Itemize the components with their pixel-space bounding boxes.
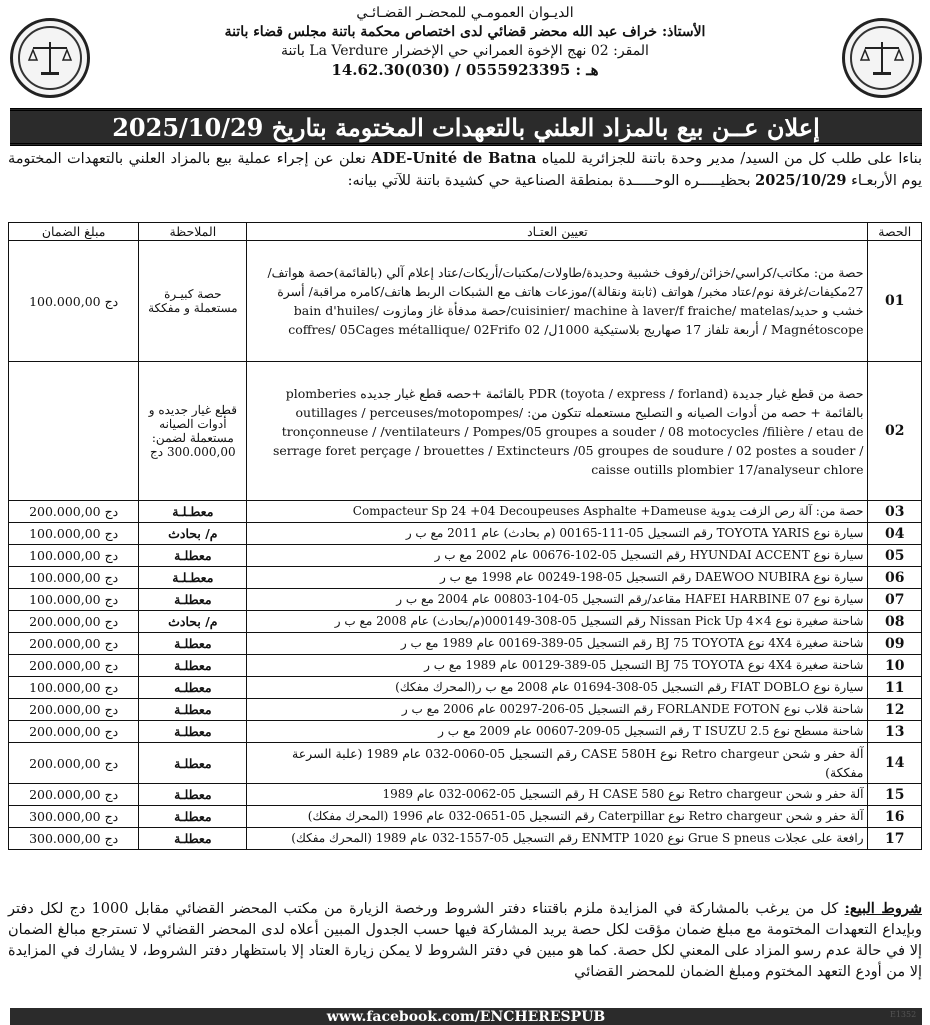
lot-guarantee-amount: 200.000,00 دج	[9, 743, 139, 784]
lot-note: حصة كبيـرة مستعملة و مفككة	[139, 241, 247, 362]
lot-guarantee-amount	[9, 362, 139, 501]
lot-guarantee-amount: 100.000,00 دج	[9, 589, 139, 611]
office-name: الديـوان العمومـي للمحضـر القضـائـي	[356, 5, 574, 21]
notice-title: إعلان عــن بيع بالمزاد العلني بالتعهدات المختومة بتاريخ 2025/10/29	[112, 112, 820, 142]
lot-note: معطـلـة	[139, 567, 247, 589]
intro-paragraph	[8, 148, 922, 192]
lot-guarantee-amount: 100.000,00 دج	[9, 545, 139, 567]
table-row	[9, 241, 922, 362]
lot-number: 04	[868, 523, 922, 545]
auction-date: 2025/10/29	[755, 172, 847, 189]
table-row	[9, 545, 922, 567]
lots-table	[8, 222, 922, 850]
lot-number: 07	[868, 589, 922, 611]
lot-note: معطلـة	[139, 784, 247, 806]
lot-description: حصة من: مكاتب/كراسي/خزائن/رفوف خشبية وحديدة/طاولات/مكتبات/أريكات/عتاد إعلام آلي (بالقائمة)حصة هواتف/ 27مكيفات/غرفة نوم/عتاد مخبر/ هواتف (ثابتة ونقالة)/موزعات هاتف مع الشبكات الربط هاتف/كامره مراقبة/ أسرة خشب و حديد/cuisinier/ machine à laver/f fraiche/ matelas/حصة مدفأة غاز ومازوت bain d'huiles/ Magnétoscope / أربعة تلفاز 17 صهاريج بلاستيكية 1000ل/ 02 coffres/ 05Cages métallique/ 02Frifo	[247, 241, 868, 362]
lot-description: شاحنة صغيرة 4X4 نوع BJ 75 TOYOTA التسجيل 05-389-00129 عام 1989 مع ب ر	[247, 655, 868, 677]
lot-number: 05	[868, 545, 922, 567]
terms-text: كل من يرغب بالمشاركة في المزايدة ملزم باقتناء دفتر الشروط ورخصة الزيارة من مكتب المحضر القضائي مقابل 1000 دج لكل دفتر وبإيداع التعهدات المختومة مع مبلغ ضمان مؤقت لكل حصة يريد المشاركة فيها حسب الجدول المبين أعلاه لدى المحضر القضائي لا تسترجع مبالغ الضمان إلا في حالة عدم رسو المزاد على المعني لكل حصة. كما هو مبين في دفتر الشروط لا يمكن زيارة العتاد إلا باستظهار دفتر الشروط، لا يشارك في المزايدة إلا من أودع التعهد المختوم ومبلغ الضمان للمحضر القضائي	[8, 901, 922, 980]
lot-description: سيارة نوع HYUNDAI ACCENT رقم التسجيل 05-102-00676 عام 2002 مع ب ر	[247, 545, 868, 567]
lot-guarantee-amount: 200.000,00 دج	[9, 611, 139, 633]
organization-name: ADE-Unité de Batna	[371, 150, 537, 167]
lot-number: 10	[868, 655, 922, 677]
header-note: الملاحظة	[139, 223, 247, 241]
table-row	[9, 611, 922, 633]
lot-note: معطلـة	[139, 743, 247, 784]
table-row	[9, 806, 922, 828]
lot-guarantee-amount: 300.000,00 دج	[9, 806, 139, 828]
lot-guarantee-amount: 200.000,00 دج	[9, 784, 139, 806]
lot-note: قطع غيار جديده و أدوات الصيانه مستعملة لضمن: 300.000,00 دج	[139, 362, 247, 501]
terms-label: شروط البيع:	[844, 900, 922, 917]
lot-number: 02	[868, 362, 922, 501]
lot-note: معطلـة	[139, 545, 247, 567]
lot-number: 11	[868, 677, 922, 699]
office-address: المقر: 02 نهج الإخوة العمراني حي الإخضرار La Verdure باتنة	[281, 43, 649, 59]
lot-description: آلة حفر و شحن Retro chargeur نوع H CASE 580 رقم التسجيل 05-0062-032 عام 1989	[247, 784, 868, 806]
lot-note: معطلـة	[139, 633, 247, 655]
table-row	[9, 784, 922, 806]
lot-description: شاحنة صغيرة نوع Nissan Pick Up 4×4 رقم التسجيل 05-308-000149(م/بحادث) عام 2008 مع ب ر	[247, 611, 868, 633]
sale-terms	[8, 898, 922, 983]
bailiff-name: الأستاذ: خراف عبد الله محضر قضائي لدى اختصاص محكمة باتنة مجلس قضاء باتنة	[224, 24, 706, 40]
court-seal-left	[10, 18, 90, 98]
office-phone: هـ : 0555923395 / (030)14.62.30	[331, 61, 599, 79]
table-row	[9, 567, 922, 589]
lot-guarantee-amount: 100.000,00 دج	[9, 677, 139, 699]
lot-description: آلة حفر و شحن Retro chargeur نوع CASE 580H رقم التسجيل 05-0060-032 عام 1989 (علبة السرعة مفككة)	[247, 743, 868, 784]
lot-number: 12	[868, 699, 922, 721]
lot-number: 06	[868, 567, 922, 589]
table-row	[9, 721, 922, 743]
lot-guarantee-amount: 200.000,00 دج	[9, 721, 139, 743]
lot-note: معطلـة	[139, 655, 247, 677]
lot-note: معطلـة	[139, 721, 247, 743]
lot-guarantee-amount: 100.000,00 دج	[9, 241, 139, 362]
lot-note: معطـلـة	[139, 501, 247, 523]
table-row	[9, 655, 922, 677]
lot-number: 17	[868, 828, 922, 850]
table-row	[9, 699, 922, 721]
lot-description: رافعة على عجلات Grue S pneus نوع ENMTP 1020 رقم التسجيل 05-1557-032 عام 1989 (المحرك مفكك)	[247, 828, 868, 850]
lot-description: سيارة نوع FIAT DOBLO رقم التسجيل 05-308-01694 عام 2008 مع ب ر(المحرك مفكك)	[247, 677, 868, 699]
header	[0, 0, 930, 108]
table-header-row	[9, 223, 922, 241]
table-row	[9, 589, 922, 611]
lot-guarantee-amount: 100.000,00 دج	[9, 523, 139, 545]
lot-note: معطلـة	[139, 806, 247, 828]
lot-number: 13	[868, 721, 922, 743]
lot-number: 14	[868, 743, 922, 784]
lot-number: 03	[868, 501, 922, 523]
intro-text-b: نعلن عن إجراء عملية بيع بالمزاد العلني بالتعهدات المختومة يوم الأربعـاء	[8, 151, 922, 189]
lot-description: شاحنة قلاب نوع FORLANDE FOTON رقم التسجيل 05-206-00297 عام 2006 مع ب ر	[247, 699, 868, 721]
lot-description: حصة من قطع غيار جديدة PDR (toyota / express / forland) بالقائمة +حصه قطع غيار جديده plomberies بالقائمة + حصه من أدوات الصيانه و التصليح مستعمله تتكون من: outillages / perceuses/motopompes/ tronçonneuse / /ventilateurs / Pompes/05 groupes a souder / 08 motocycles /filière / etau de serrage foret perçage / brouettes / Extincteurs /05 groupes de soudure / 02 postes a souder / caisse outills plombier 17/analyseur chlore	[247, 362, 868, 501]
lot-guarantee-amount: 300.000,00 دج	[9, 828, 139, 850]
table-row	[9, 828, 922, 850]
header-lot: الحصة	[868, 223, 922, 241]
table-row	[9, 501, 922, 523]
scales-of-justice-icon	[859, 38, 905, 78]
lot-note: م/ بحادث	[139, 523, 247, 545]
footer-banner	[10, 1008, 922, 1025]
lot-description: حصة من: آلة رص الزفت يدوية Compacteur Sp 24 +04 Decoupeuses Asphalte +Dameuse	[247, 501, 868, 523]
lot-number: 15	[868, 784, 922, 806]
lot-note: م/ بحادث	[139, 611, 247, 633]
lot-description: سيارة نوع DAEWOO NUBIRA رقم التسجيل 05-198-00249 عام 1998 مع ب ر	[247, 567, 868, 589]
lot-description: سيارة نوع HAFEI HARBINE 07 مقاعد/رقم التسجيل 05-104-00803 عام 2004 مع ب ر	[247, 589, 868, 611]
intro-text-a: بناءا على طلب كل من السيد/ مدير وحدة باتنة للجزائرية للمياه	[541, 151, 923, 167]
lot-description: شاحنة مسطح نوع T ISUZU 2.5 رقم التسجيل 05-209-00607 عام 2009 مع ب ر	[247, 721, 868, 743]
lot-number: 08	[868, 611, 922, 633]
table-row	[9, 362, 922, 501]
court-seal-right	[842, 18, 922, 98]
lot-number: 09	[868, 633, 922, 655]
intro-text-c: بحظيـــــره الوحـــــدة بمنطقة الصناعية حي كشيدة باتنة للآتي بيانه:	[347, 173, 751, 189]
header-desc: تعيين العتـاد	[247, 223, 868, 241]
notice-title-banner	[10, 108, 922, 146]
lot-guarantee-amount: 200.000,00 دج	[9, 501, 139, 523]
lot-guarantee-amount: 100.000,00 دج	[9, 567, 139, 589]
lot-description: آلة حفر و شحن Retro chargeur نوع Caterpillar رقم التسجيل 05-0651-032 عام 1996 (المحرك مفكك)	[247, 806, 868, 828]
table-row	[9, 743, 922, 784]
lot-guarantee-amount: 200.000,00 دج	[9, 633, 139, 655]
lot-guarantee-amount: 200.000,00 دج	[9, 655, 139, 677]
header-amount: مبلغ الضمان	[9, 223, 139, 241]
lot-number: 01	[868, 241, 922, 362]
reference-code: E1352	[890, 1010, 917, 1019]
lot-note: معطلـة	[139, 589, 247, 611]
lot-description: شاحنة صغيرة 4X4 نوع BJ 75 TOYOTA رقم التسجيل 05-389-00169 عام 1989 مع ب ر	[247, 633, 868, 655]
table-row	[9, 677, 922, 699]
lot-number: 16	[868, 806, 922, 828]
scales-of-justice-icon	[27, 38, 73, 78]
lot-note: معطلـة	[139, 699, 247, 721]
lot-guarantee-amount: 200.000,00 دج	[9, 699, 139, 721]
lot-note: معطلـة	[139, 828, 247, 850]
footer-url: www.facebook.com/ENCHERESPUB	[326, 1008, 606, 1025]
table-row	[9, 633, 922, 655]
lot-note: معطلـه	[139, 677, 247, 699]
lot-description: سيارة نوع TOYOTA YARIS رقم التسجيل 05-111-00165 (م بحادث) عام 2011 مع ب ر	[247, 523, 868, 545]
table-row	[9, 523, 922, 545]
office-info	[120, 4, 810, 80]
